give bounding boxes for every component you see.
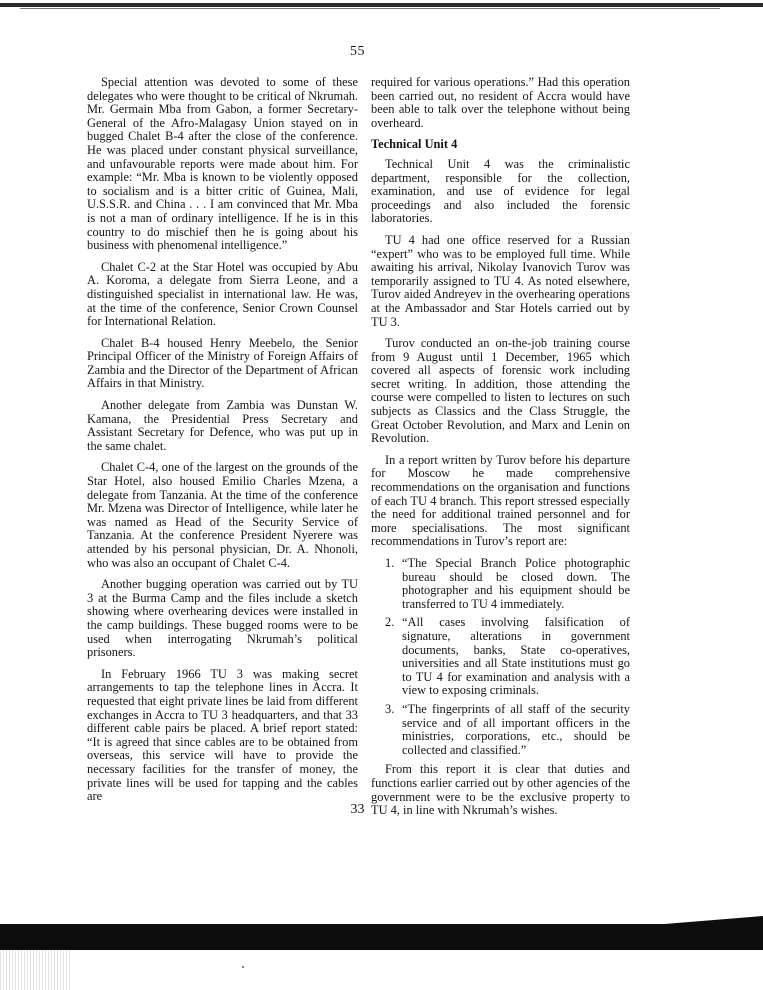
page-number-top: 55 <box>350 44 365 59</box>
paragraph: Chalet C-4, one of the largest on the grounds of the Star Hotel, also housed Emilio Charles Mzena, a delegate from Tanzania. At the time of the conference Mr. Mzena was Director of Intelligence, while later he was named as Head of the Security Service of Tanzania. At the conference President Nyerere was attended by his personal physician, Dr. A. Nhonoli, who was also an occupant of Chalet C-4. <box>87 460 358 570</box>
list-item-text: “The fingerprints of all staff of the security service and of all important officers in the ministries, corporations, etc., should be collected and classified.” <box>402 701 630 757</box>
paragraph: Special attention was devoted to some of these delegates who were thought to be critical of Nkrumah. Mr. Germain Mba from Gabon, a former Secretary-General of the Afro-Malagasy Union stayed on in bugged Chalet B-4 after the close of the conference. He was placed under constant physical surveillance, and unfavourable reports were made about him. For example: “Mr. Mba is known to be violently opposed to socialism and is a bitter critic of Guinea, Mali, U.S.S.R. and China . . . I am convinced that Mr. Mba is not a man of ordinary intelligence. If he is in this country to do mischief then he is going about his business with phenomenal intelligence.” <box>87 75 358 253</box>
section-heading: Technical Unit 4 <box>371 137 458 152</box>
list-item <box>371 557 630 611</box>
page-number-bottom: 33 <box>350 802 365 817</box>
paragraph: Chalet C-2 at the Star Hotel was occupied by Abu A. Koroma, a delegate from Sierra Leone, and a distinguished specialist in international law. He was, at the time of the conference, Senior Crown Counsel for International Relation. <box>87 259 358 329</box>
paragraph: From this report it is clear that duties and functions earlier carried out by other agencies of the government were to be the exclusive property to TU 4, in line with Nkrumah’s wishes. <box>371 762 630 818</box>
paragraph: Another delegate from Zambia was Dunstan W. Kamana, the Presidential Press Secretary and Assistant Secretary for Defence, who was put up in the same chalet. <box>87 398 358 453</box>
list-item-text: “The Special Branch Police photographic bureau should be closed down. The photographer and his equipment should be transferred to TU 4 immediately. <box>402 556 630 611</box>
continued-paragraph: required for various operations.” Had this operation been carried out, no resident of Accra would have been able to talk over the telephone without being overheard. <box>371 75 630 130</box>
list-item <box>371 616 630 698</box>
list-number: 2. <box>385 615 395 630</box>
paragraph: Turov conducted an on-the-job training course from 9 August until 1 December, 1965 which covered all aspects of forensic work including secret writing. In addition, those attending the course were compelled to listen to lectures on such subjects as Classics and the Class Struggle, the Great October Revolution, and Marx and Lenin on Revolution. <box>371 336 630 446</box>
recommendations-list <box>371 557 630 757</box>
paragraph: Another bugging operation was carried out by TU 3 at the Burma Camp and the files include a sketch showing where overhearing devices were installed in the camp buildings. These bugged rooms were to be used when interrogating Nkrumah’s political prisoners. <box>87 577 358 660</box>
scan-edge-noise <box>0 950 70 990</box>
list-number: 3. <box>385 701 395 716</box>
scan-speck <box>242 966 244 968</box>
paragraph: In February 1966 TU 3 was making secret arrangements to tap the telephone lines in Accra. It requested that eight private lines be laid from different exchanges in Accra to TU 3 headquarters, and that 33 different cable pairs be placed. A brief report stated: “It is agreed that since cables are to be obtained from overseas, this service will have to provide the necessary facilities for the transfer of money, the private lines will be used for tapping and the cables are <box>87 666 358 804</box>
list-number: 1. <box>385 556 395 570</box>
list-item <box>371 703 630 757</box>
paragraph: Technical Unit 4 was the criminalistic department, responsible for the collection, examination, and use of evidence for legal proceedings and also included the forensic laboratories. <box>371 156 630 226</box>
paragraph: TU 4 had one office reserved for a Russian “expert” who was to be employed full time. While awaiting his arrival, Nikolay Ivanovich Turov was temporarily assigned to TU 4. As noted elsewhere, Turov aided Andreyev in the overhearing operations at the Ambassador and Star Hotels carried out by TU 3. <box>371 232 630 329</box>
right-column <box>371 76 630 826</box>
scan-bottom-border <box>0 924 763 950</box>
list-item-text: “All cases involving falsification of signature, alterations in government documents, banks, State co-operatives, universities and all State institutions must go to TU 4 for examination and analysis with a view to exposing criminals. <box>402 615 630 698</box>
left-column <box>87 76 358 812</box>
scan-top-border <box>0 3 763 7</box>
paragraph: In a report written by Turov before his departure for Moscow he made comprehensive recommendations on the organisation and functions of each TU 4 branch. This report stressed especially the need for additional trained personnel and for more specialisations. The most significant recommendations in Turov’s report are: <box>371 452 630 549</box>
paragraph: Chalet B-4 housed Henry Meebelo, the Senior Principal Officer of the Ministry of Foreign Affairs of Zambia and the Director of the Department of African Affairs in that Ministry. <box>87 335 358 391</box>
scan-top-line <box>20 8 720 9</box>
